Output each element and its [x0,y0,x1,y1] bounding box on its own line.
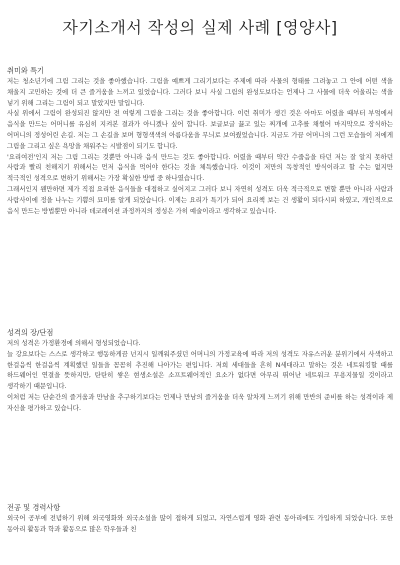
section-major-career [7,502,393,535]
paragraph: 저는 청소년기에 그림 그리는 것을 좋아했습니다. 그림을 예쁘게 그리기보다는 주제에 따라 사물의 형태를 그려놓고 그 안에 어떤 색을 채울지 고민하는 것에 더 큰 즐거움을 느끼고 있었습니다. 그러다 보니 사실 그림의 완성도보다는 언제나 그 사물에 더욱 어울리는 색을 넣기 위해 그리는 그림이 되고 말았지만 말입니다. [7,77,393,107]
section-hobbies [7,65,393,216]
paragraph: 이처럼 저는 단순간의 즐거움과 만남을 추구하기보다는 언제나 만남의 즐거움을 더욱 알차게 느끼기 위해 만반의 준비를 하는 성격이라 제 자신을 평가하고 있습니다. [7,392,393,412]
section-heading: 전공 및 경력사항 [7,503,61,512]
paragraph: 그래서인지 웬만하면 제가 직접 요리한 음식들을 대접하고 싶어지고 그러다 보니 자연히 성격도 더욱 적극적으로 변할 뿐만 아니라 사람과 사람사이에 정을 나누는 기쁨의 묘미를 알게 되었습니다. 이제는 요리가 특기가 되어 요리책 보는 건 생활이 되다시피 하였고, 개인적으로 음식 만드는 방법뿐만 아니라 데코레이션 과정까지의 정성은 가히 예술이라고 생각하고 있습니다. [7,184,393,215]
page-title: 자기소개서 작성의 실제 사례 [영양사] [62,18,338,37]
paragraph: 저의 성격은 가정환경에 의해서 형성되었습니다. [7,339,141,347]
paragraph: '요리여전'인지 저는 그림 그리는 것뿐만 아니라 음식 만드는 것도 좋아합니다. 어렸을 때부터 약간 수줍음을 타던 저는 잘 알지 못하던 사람과 빨리 친해지기 위해서는 먼저 음식을 먹어야 한다는 것을 체득했습니다. 이것이 저만의 독창적인 방식이라고 할 수는 없지만 적극적인 성격으로 변하기 위해서는 가장 확실한 방법 중 하나였습니다. [7,152,393,183]
paragraph: 사실 위에서 그림이 완성되진 않지만 전 여렇게 그림을 그리는 것을 좋아합니다. 이런 취미가 생긴 것은 아마도 어렸을 때부터 부엌에서 음식을 만드는 어머니를 유심히 지켜본 결과가 아니겠나 싶어 합니다. 보글보글 끓고 있는 찌개에 고추를 채썰어 마지막으로 장식하는 어머니의 정성어린 손길. 저는 그 손길을 보며 형형색색의 아름다움을 무늬로 보여줬었습니다. 지금도 가끔 어머니의 그런 모습들이 저에게 그림을 그리고 싶은 욕망을 채워주는 시발점이 되기도 합니다. [7,109,393,150]
section-personality [7,327,393,414]
paragraph: 외국어 공부에 전념하기 위해 외국영화와 외국소설을 많이 접하게 되었고, 자연스럽게 영화 관련 동아리에도 가입하게 되었습니다. 또한 동아리 활동과 학과 활동으로 많은 학우들과 친 [7,514,393,533]
section-heading: 성격의 장/단점 [7,328,54,337]
section-heading: 취미와 특기 [7,66,45,75]
paragraph: 늘 강요보다는 스스로 생각하고 행동하게끔 넌지시 일깨워주셨던 어머니의 가정교육에 따라 저의 성격도 자유스러운 분위기에서 사색하고 한걸음씩 한걸음씩 계획했던 일들을 꼼꼼히 추진해 나아가는 편입니다. 저희 세대들을 흔히 N세대라고 말하는 것은 네트워킹할 때를 하드웨어인 연결을 뜻하지만, 탄탄히 쌓은 현생소설은 소프트웨어적인 요소가 없다면 아무리 뛰어난 네트워크 무용지물일 것이라고 생각하기 때문입니다. [7,349,393,391]
